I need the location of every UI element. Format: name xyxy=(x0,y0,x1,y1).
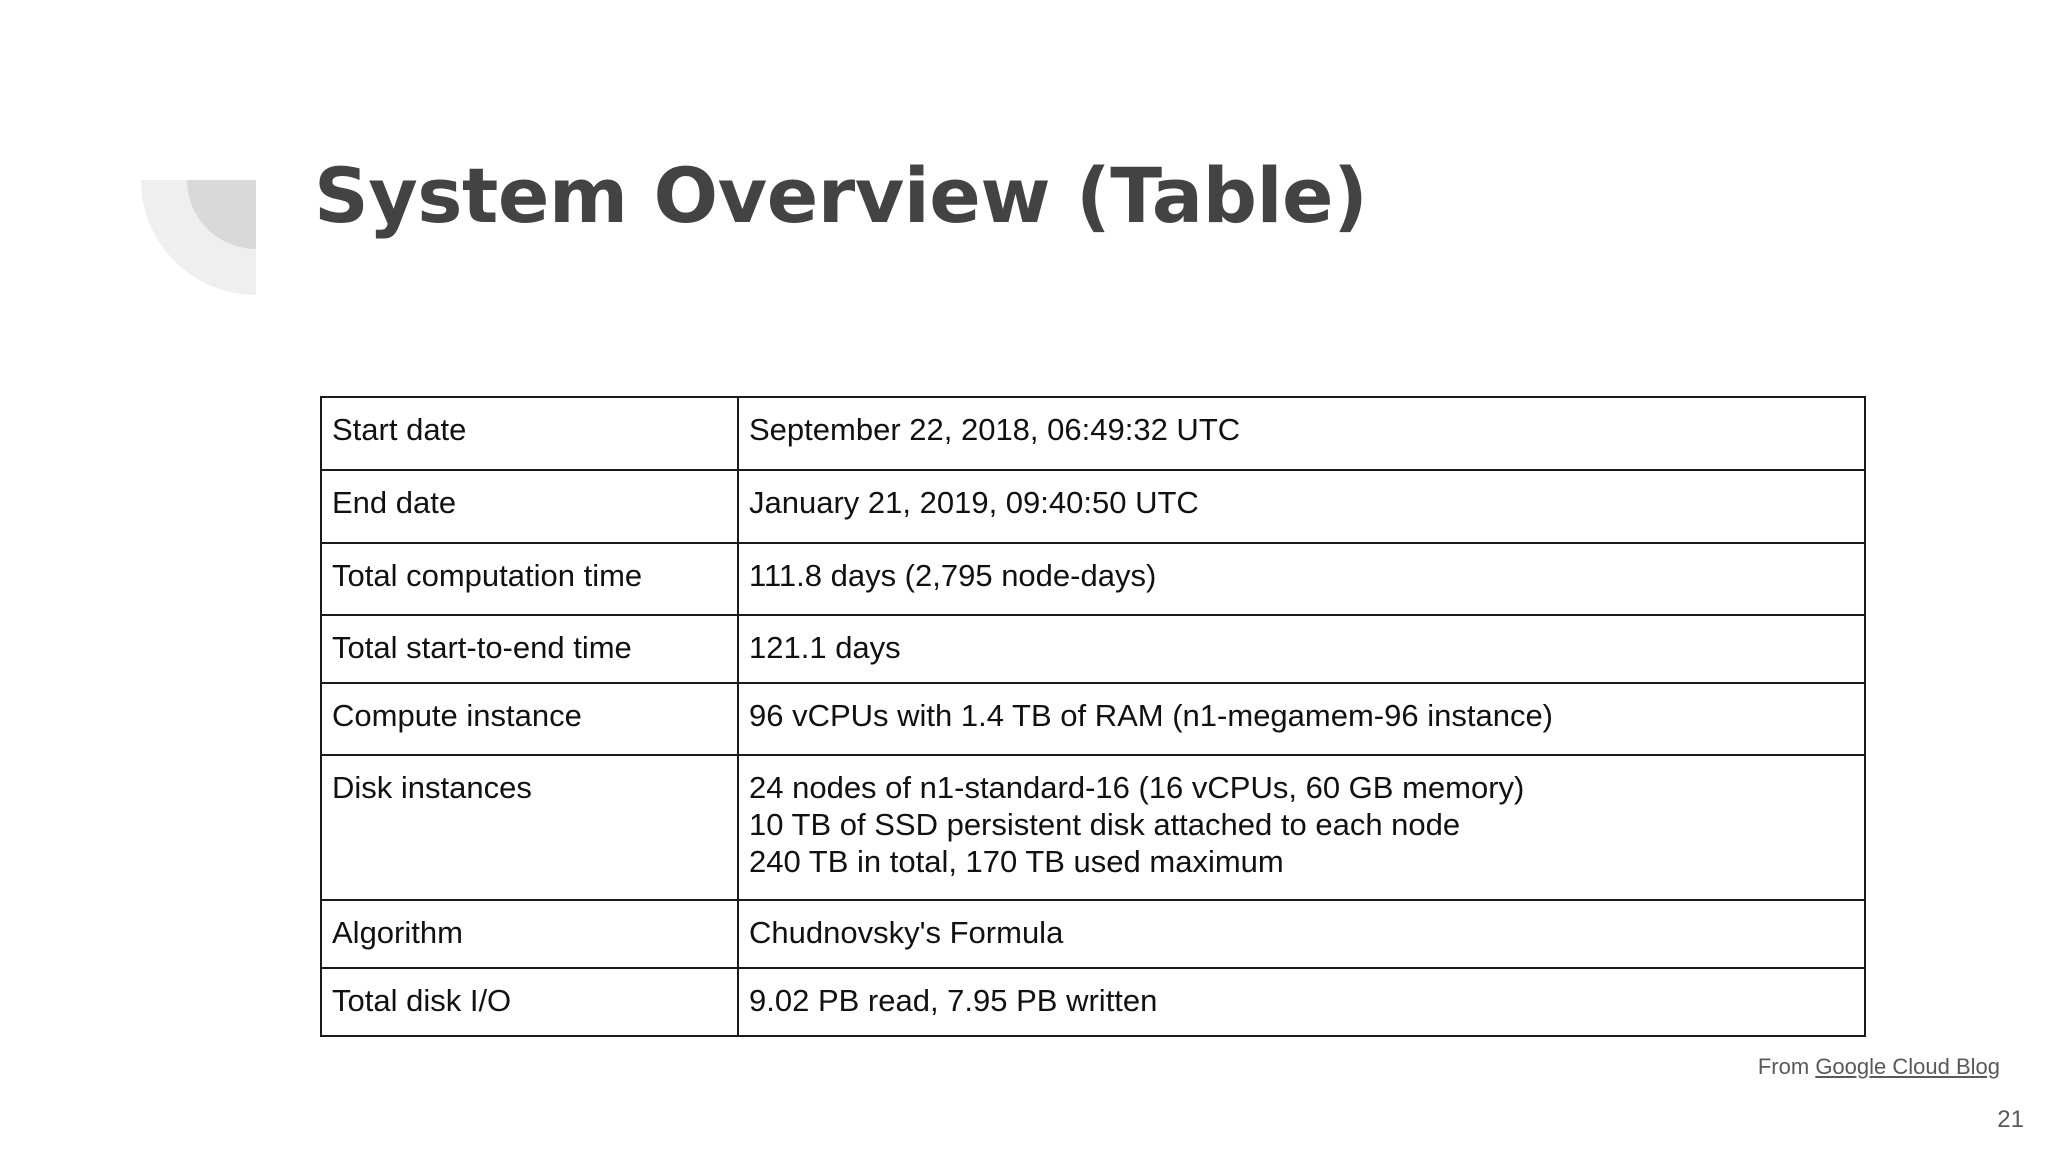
row-value xyxy=(738,968,1865,1036)
row-value xyxy=(738,543,1865,615)
row-label: Total computation time xyxy=(321,543,738,615)
row-label: Algorithm xyxy=(321,900,738,968)
row-label: Total start-to-end time xyxy=(321,615,738,683)
row-value xyxy=(738,900,1865,968)
row-value-line: 111.8 days (2,795 node-days) xyxy=(749,558,1157,593)
source-prefix: From xyxy=(1757,1054,1810,1079)
table-row xyxy=(321,470,1865,543)
row-label: Disk instances xyxy=(321,755,738,900)
row-label: Total disk I/O xyxy=(321,968,738,1036)
table-row xyxy=(321,900,1865,968)
row-label: End date xyxy=(321,470,738,543)
row-label: Start date xyxy=(321,397,738,470)
decorative-quarter-circle-icon xyxy=(141,180,256,295)
row-value-line: 240 TB in total, 170 TB used maximum xyxy=(749,844,1284,879)
row-label: Compute instance xyxy=(321,683,738,755)
table-row xyxy=(321,968,1865,1036)
page-number: 21 xyxy=(1997,1106,2024,1133)
source-attribution xyxy=(1758,1054,2000,1080)
table-row xyxy=(321,615,1865,683)
table-row xyxy=(321,755,1865,900)
slide-title: System Overview (Table) xyxy=(314,151,1368,240)
row-value-line: 96 vCPUs with 1.4 TB of RAM (n1-megamem-96 instance) xyxy=(749,698,1554,733)
source-link[interactable]: Google Cloud Blog xyxy=(1815,1054,2000,1079)
row-value-line: Chudnovsky's Formula xyxy=(749,915,1064,950)
row-value-line: 24 nodes of n1-standard-16 (16 vCPUs, 60 GB memory) xyxy=(749,770,1525,805)
row-value xyxy=(738,755,1865,900)
row-value xyxy=(738,615,1865,683)
row-value xyxy=(738,683,1865,755)
row-value xyxy=(738,397,1865,470)
row-value-line: 121.1 days xyxy=(749,630,901,665)
system-overview-table xyxy=(320,396,1866,1037)
table-row xyxy=(321,397,1865,470)
row-value-line: 10 TB of SSD persistent disk attached to each node xyxy=(749,807,1461,842)
row-value xyxy=(738,470,1865,543)
row-value-line: 9.02 PB read, 7.95 PB written xyxy=(749,983,1158,1018)
row-value-line: September 22, 2018, 06:49:32 UTC xyxy=(749,412,1241,447)
row-value-line: January 21, 2019, 09:40:50 UTC xyxy=(749,485,1199,520)
table-row xyxy=(321,683,1865,755)
table-row xyxy=(321,543,1865,615)
